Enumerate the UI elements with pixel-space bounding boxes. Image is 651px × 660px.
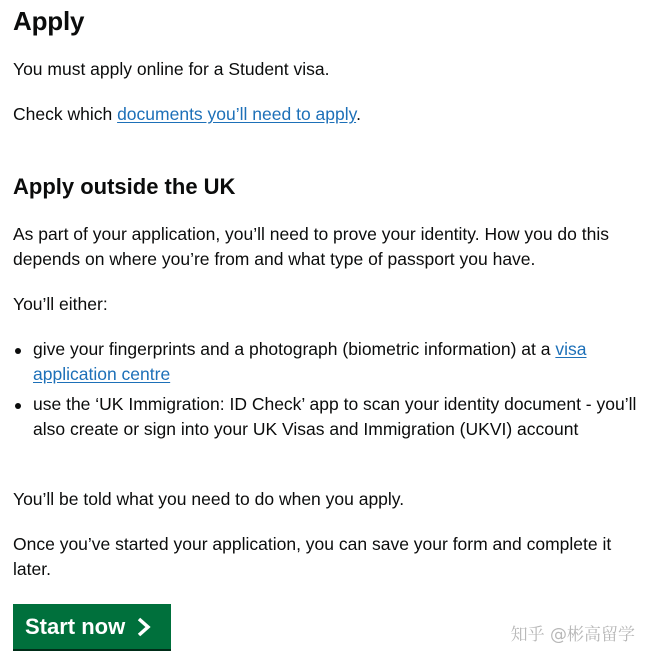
list-item-text: give your fingerprints and a photograph (biometric information) at a <box>33 339 556 359</box>
intro-text: You must apply online for a Student visa. <box>13 59 330 79</box>
options-list <box>13 337 643 447</box>
bullet-icon <box>15 348 21 354</box>
save-text: Once you’ve started your application, you can save your form and complete it later. <box>13 534 612 579</box>
identity-paragraph: As part of your application, you’ll need to prove your identity. How you do this depends on where you’re from and what type of passport you have. <box>13 224 609 269</box>
page-title: Apply <box>13 6 85 36</box>
section-heading: Apply outside the UK <box>13 174 236 199</box>
check-documents-text <box>13 102 643 127</box>
bullet-icon <box>15 403 21 409</box>
check-suffix: . <box>356 104 361 124</box>
documents-link[interactable]: documents you’ll need to apply <box>117 104 357 124</box>
list-item <box>13 392 643 442</box>
check-prefix: Check which <box>13 104 118 124</box>
chevron-right-icon <box>135 616 153 638</box>
list-item-text: use the ‘UK Immigration: ID Check’ app to scan your identity document - you’ll also create or sign into your UK Visas and Immigration (UKVI) account <box>33 394 637 439</box>
start-now-button[interactable] <box>13 604 171 649</box>
watermark: 知乎 @彬高留学 <box>510 625 635 645</box>
visa-application-centre-link[interactable]: visa application centre <box>33 339 587 384</box>
list-item <box>13 337 643 387</box>
told-text: You’ll be told what you need to do when you apply. <box>13 489 405 509</box>
start-now-label: Start now <box>25 613 126 639</box>
either-text: You’ll either: <box>13 294 108 314</box>
